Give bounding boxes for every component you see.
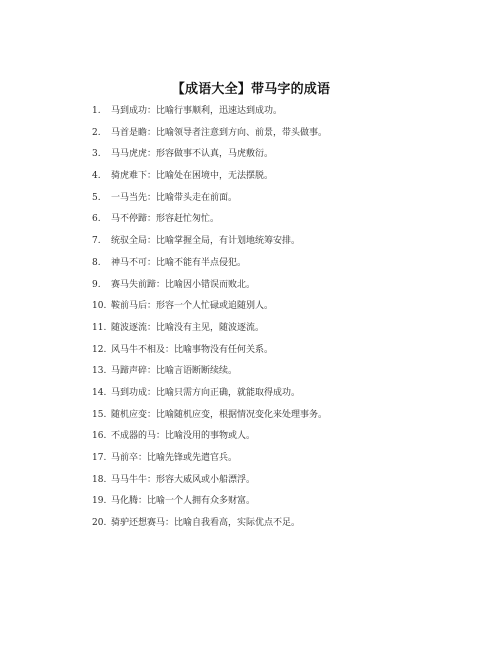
list-item <box>92 474 462 496</box>
list-item <box>92 300 462 322</box>
list-item-text: 马不停蹄：形容赶忙匆忙。 <box>111 214 220 225</box>
list-item-number: 1. <box>92 106 101 116</box>
list-item-text: 马马虎虎：形容做事不认真，马虎敷衍。 <box>111 149 274 160</box>
list-item-text: 鞍前马后：形容一个人忙碌或追随别人。 <box>111 301 274 312</box>
document-title: 【成语大全】带马字的成语 <box>171 82 331 97</box>
list-item-number: 3. <box>92 149 101 160</box>
list-item <box>92 322 462 344</box>
list-item <box>92 517 462 539</box>
list-item-text: 马到功成：比喻只需方向正确，就能取得成功。 <box>111 387 301 398</box>
list-item-text: 马到成功：比喻行事顺利，迅速达到成功。 <box>111 106 283 116</box>
list-item-text: 马前卒：比喻先锋或先遣官兵。 <box>111 453 238 463</box>
list-item-text: 马化腾：比喻一个人拥有众多财富。 <box>111 496 256 507</box>
list-item-number: 11. <box>92 322 107 333</box>
list-item <box>92 279 462 301</box>
list-item-number: 18. <box>92 474 107 485</box>
list-item-text: 风马牛不相及：比喻事物没有任何关系。 <box>111 344 274 355</box>
list-item-number: 8. <box>92 257 101 268</box>
list-item <box>92 452 462 474</box>
list-item <box>92 344 462 366</box>
list-item-number: 13. <box>92 366 107 377</box>
list-item-text: 统驭全局：比喻掌握全局，有计划地统筹安排。 <box>111 236 301 247</box>
list-item-text: 一马当先：比喻带头走在前面。 <box>111 192 238 203</box>
list-item-text: 不成器的马：比喻没用的事物或人。 <box>111 431 256 442</box>
list-item <box>92 192 462 214</box>
list-item <box>92 127 462 149</box>
list-item-number: 10. <box>92 301 107 312</box>
list-item <box>92 105 462 127</box>
list-item <box>92 148 462 170</box>
list-item-text: 随机应变：比喻随机应变，根据情况变化来处理事务。 <box>111 409 328 420</box>
list-item-number: 15. <box>92 409 107 420</box>
list-item-number: 9. <box>92 279 101 290</box>
list-item <box>92 170 462 192</box>
list-item <box>92 430 462 452</box>
list-item-number: 12. <box>92 344 107 355</box>
list-item-number: 19. <box>92 496 107 507</box>
list-item-text: 赛马失前蹄：比喻因小错误而败北。 <box>111 279 256 290</box>
list-item-number: 20. <box>92 518 107 529</box>
list-item <box>92 257 462 279</box>
list-item-number: 16. <box>92 431 107 442</box>
list-item <box>92 213 462 235</box>
list-item-number: 4. <box>92 171 101 182</box>
list-item <box>92 235 462 257</box>
list-item-number: 6. <box>92 214 101 225</box>
list-item-text: 骑驴还想赛马：比喻自我看高，实际优点不足。 <box>111 518 301 529</box>
list-item <box>92 387 462 409</box>
list-item <box>92 409 462 431</box>
list-item-number: 5. <box>92 192 101 203</box>
list-item-number: 14. <box>92 387 107 398</box>
idiom-list <box>92 105 462 539</box>
list-item-text: 神马不可：比喻不能有半点侵犯。 <box>111 257 247 268</box>
list-item <box>92 365 462 387</box>
list-item-number: 7. <box>92 236 101 247</box>
list-item-text: 随波逐流：比喻没有主见，随波逐流。 <box>111 322 265 333</box>
list-item-number: 17. <box>92 453 107 463</box>
list-item-text: 马蹄声碎：比喻言语断断续续。 <box>111 366 238 377</box>
list-item <box>92 495 462 517</box>
list-item-text: 骑虎难下：比喻处在困境中，无法摆脱。 <box>111 171 274 182</box>
list-item-text: 马首是瞻：比喻领导者注意到方向、前景，带头做事。 <box>111 127 328 138</box>
list-item-number: 2. <box>92 127 101 138</box>
list-item-text: 马马牛牛：形容大威风或小船漂浮。 <box>111 474 256 485</box>
